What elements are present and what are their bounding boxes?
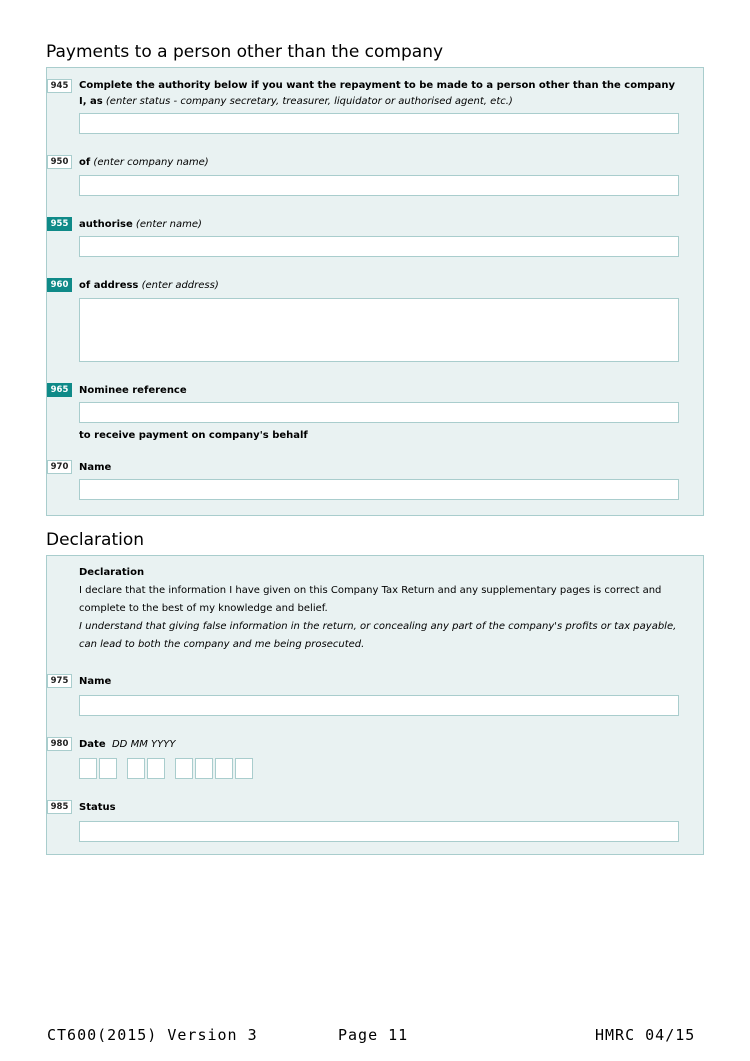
box-number-965: 965 bbox=[47, 383, 72, 397]
box-985-label: Status bbox=[79, 802, 116, 813]
date-day-digit-2[interactable] bbox=[99, 758, 117, 779]
date-year-digit-4[interactable] bbox=[235, 758, 253, 779]
box-number-950: 950 bbox=[47, 155, 72, 169]
date-day-digit-1[interactable] bbox=[79, 758, 97, 779]
company-name-field[interactable] bbox=[79, 175, 679, 196]
declarant-name-field[interactable] bbox=[79, 695, 679, 716]
box-number-975: 975 bbox=[47, 674, 72, 688]
box-955-label: authorise (enter name) bbox=[79, 219, 202, 230]
date-year-digit-2[interactable] bbox=[195, 758, 213, 779]
declaration-heading: Declaration bbox=[79, 567, 145, 578]
declaration-text: I declare that the information I have given on this Company Tax Return and any supplementary pages is correct and complete to the best of my knowledge and belief. bbox=[79, 585, 662, 614]
box-960-label: of address (enter address) bbox=[79, 280, 219, 291]
box-number-955: 955 bbox=[47, 217, 72, 231]
date-year-digit-3[interactable] bbox=[215, 758, 233, 779]
box-945-heading: Complete the authority below if you want the repayment to be made to a person other than the company bbox=[79, 80, 676, 91]
box-number-980: 980 bbox=[47, 737, 72, 751]
declarant-status-field[interactable] bbox=[79, 821, 679, 842]
box-970-label: Name bbox=[79, 462, 112, 473]
nominee-name-field[interactable] bbox=[79, 479, 679, 500]
box-number-985: 985 bbox=[47, 800, 72, 814]
declaration-warning: I understand that giving false information in the return, or concealing any part of the company's profits or tax payable, can lead to both the company and me being prosecuted. bbox=[79, 621, 677, 650]
date-year-digit-1[interactable] bbox=[175, 758, 193, 779]
box-980-label: Date DD MM YYYY bbox=[79, 739, 176, 750]
box-965-label: Nominee reference bbox=[79, 385, 187, 396]
footer-agency: HMRC 04/15 bbox=[595, 1026, 696, 1044]
footer-page-number: Page 11 bbox=[338, 1026, 409, 1044]
payments-section-title: Payments to a person other than the company bbox=[46, 42, 444, 62]
box-number-970: 970 bbox=[47, 460, 72, 474]
box-number-945: 945 bbox=[47, 79, 72, 93]
footer-form-id: CT600(2015) Version 3 bbox=[47, 1026, 258, 1044]
date-month-digit-2[interactable] bbox=[147, 758, 165, 779]
box-number-960: 960 bbox=[47, 278, 72, 292]
box-975-label: Name bbox=[79, 676, 112, 687]
date-month-digit-1[interactable] bbox=[127, 758, 145, 779]
address-field[interactable] bbox=[79, 298, 679, 362]
authorised-name-field[interactable] bbox=[79, 236, 679, 257]
receive-payment-text: to receive payment on company's behalf bbox=[79, 430, 308, 441]
nominee-reference-field[interactable] bbox=[79, 402, 679, 423]
box-945-label: I, as (enter status - company secretary, treasurer, liquidator or authorised agent, etc.) bbox=[79, 96, 513, 107]
declaration-section-title: Declaration bbox=[46, 530, 145, 550]
status-field[interactable] bbox=[79, 113, 679, 134]
box-950-label: of (enter company name) bbox=[79, 157, 209, 168]
